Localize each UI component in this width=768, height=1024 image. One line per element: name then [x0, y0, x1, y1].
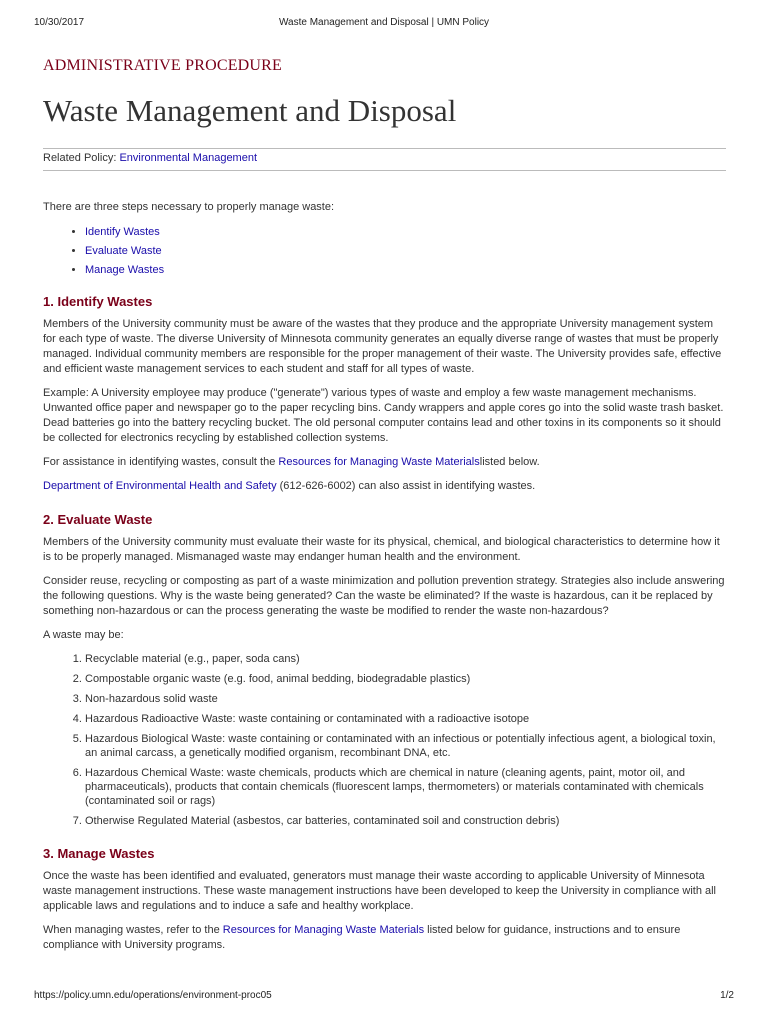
list-item: 1. Recyclable material (e.g., paper, soda cans) — [85, 652, 726, 666]
resources-link-2[interactable]: Resources for Managing Waste Materials — [222, 924, 425, 936]
list-item: 2. Compostable organic waste (e.g. food, animal bedding, biodegradable plastics) — [85, 672, 726, 686]
related-policy-bar — [43, 148, 726, 171]
manage-paragraph-1: Once the waste has been identified and evaluated, generators must manage their waste according to applicable University of Minnesota waste management instructions. These waste management instructions have been developed to keep the University in compliance with all applicable laws and regulations and to induce a safe and healthy workplace. — [43, 870, 716, 912]
identify-paragraph-3 — [43, 455, 726, 470]
identify-p4-tail: (612-626-6002) can also assist in identifying wastes. — [276, 480, 536, 492]
step-link-manage[interactable]: Manage Wastes — [85, 264, 165, 276]
list-item: 3. Non-hazardous solid waste — [85, 692, 726, 706]
manage-p2-text: When managing wastes, refer to the — [43, 924, 223, 936]
evaluate-paragraph-1: Members of the University community must evaluate their waste for its physical, chemical, and biological characteristics to determine how it is to be properly managed. Mismanaged waste may endanger human health and the environment. — [43, 536, 720, 563]
document-content — [43, 56, 726, 953]
list-item — [85, 263, 726, 278]
print-header — [34, 17, 734, 31]
page-title: Waste Management and Disposal — [43, 93, 457, 128]
related-policy-link[interactable]: Environmental Management — [119, 152, 258, 164]
identify-paragraph-4 — [43, 479, 726, 494]
list-item — [85, 225, 726, 240]
waste-types-list — [43, 652, 726, 828]
list-item — [85, 244, 726, 259]
print-page-title: Waste Management and Disposal | UMN Policy — [278, 17, 490, 28]
identify-p3-text: For assistance in identifying wastes, consult the — [43, 456, 279, 468]
page-number: 1/2 — [720, 990, 734, 1001]
intro-text: There are three steps necessary to properly manage waste: — [43, 201, 335, 213]
identify-paragraph-2: Example: A University employee may produce ("generate") various types of waste and employ a few waste management mechanisms. Unwanted office paper and newspaper go to the paper recycling bins. Candy wrappers and apple cores go into the solid waste trash basket. Dead batteries go into the battery recycling bucket. The old personal computer contains lead and other toxins in its components so it should be collected for electronics recycling by established collection systems. — [43, 387, 724, 444]
dehs-link[interactable]: Department of Environmental Health and Safety — [43, 480, 277, 492]
print-date: 10/30/2017 — [34, 17, 85, 28]
list-item: 7. Otherwise Regulated Material (asbestos, car batteries, contaminated soil and construction debris) — [85, 814, 726, 828]
identify-p3-tail: listed below. — [479, 456, 540, 468]
manage-p2-tail: listed below for guidance, instructions and to ensure compliance with University programs. — [43, 924, 681, 951]
heading-manage-wastes: 3. Manage Wastes — [43, 846, 155, 861]
step-link-identify[interactable]: Identify Wastes — [85, 226, 160, 238]
identify-paragraph-1: Members of the University community must be aware of the wastes that they produce and the appropriate University management system for each type of waste. The diverse University of Minnesota community generates an equally diverse range of wastes that must be properly managed. Individual community members are responsible for the proper management of their waste. The University provides safe, effective and efficient waste management services to each student and staff for all types of waste. — [43, 318, 722, 375]
list-item: 4. Hazardous Radioactive Waste: waste containing or contaminated with a radioactive isotope — [85, 712, 726, 726]
document-category: ADMINISTRATIVE PROCEDURE — [43, 57, 283, 74]
list-item: 5. Hazardous Biological Waste: waste containing or contaminated with an infectious or potentially infectious agent, a biological toxin, an animal carcass, a genetically modified organism, recombinant DNA, etc. — [85, 732, 726, 760]
heading-evaluate-waste: 2. Evaluate Waste — [43, 512, 153, 527]
heading-identify-wastes: 1. Identify Wastes — [43, 294, 153, 309]
manage-paragraph-2 — [43, 923, 726, 953]
print-footer — [34, 990, 734, 1004]
list-item: 6. Hazardous Chemical Waste: waste chemicals, products which are chemical in nature (cleaning agents, paint, motor oil, and pharmaceuticals), products that contain chemicals (fluorescent lamps, thermometers) or materials contaminated with chemicals (contaminated soil or rags) — [85, 766, 726, 808]
evaluate-paragraph-2: Consider reuse, recycling or composting as part of a waste minimization and pollution prevention strategy. Strategies also include answering the following questions. Why is the waste being generated? Can the waste be eliminated? If the waste is hazardous, can it be replaced by something non-hazardous or can the process generating the waste be modified to render the waste non-hazardous? — [43, 575, 725, 617]
related-policy-label: Related Policy: — [43, 152, 117, 164]
step-link-evaluate[interactable]: Evaluate Waste — [85, 245, 162, 257]
resources-link[interactable]: Resources for Managing Waste Materials — [278, 456, 480, 468]
print-url: https://policy.umn.edu/operations/environment-proc05 — [34, 990, 272, 1001]
steps-list — [43, 225, 726, 278]
evaluate-paragraph-3: A waste may be: — [43, 629, 124, 641]
